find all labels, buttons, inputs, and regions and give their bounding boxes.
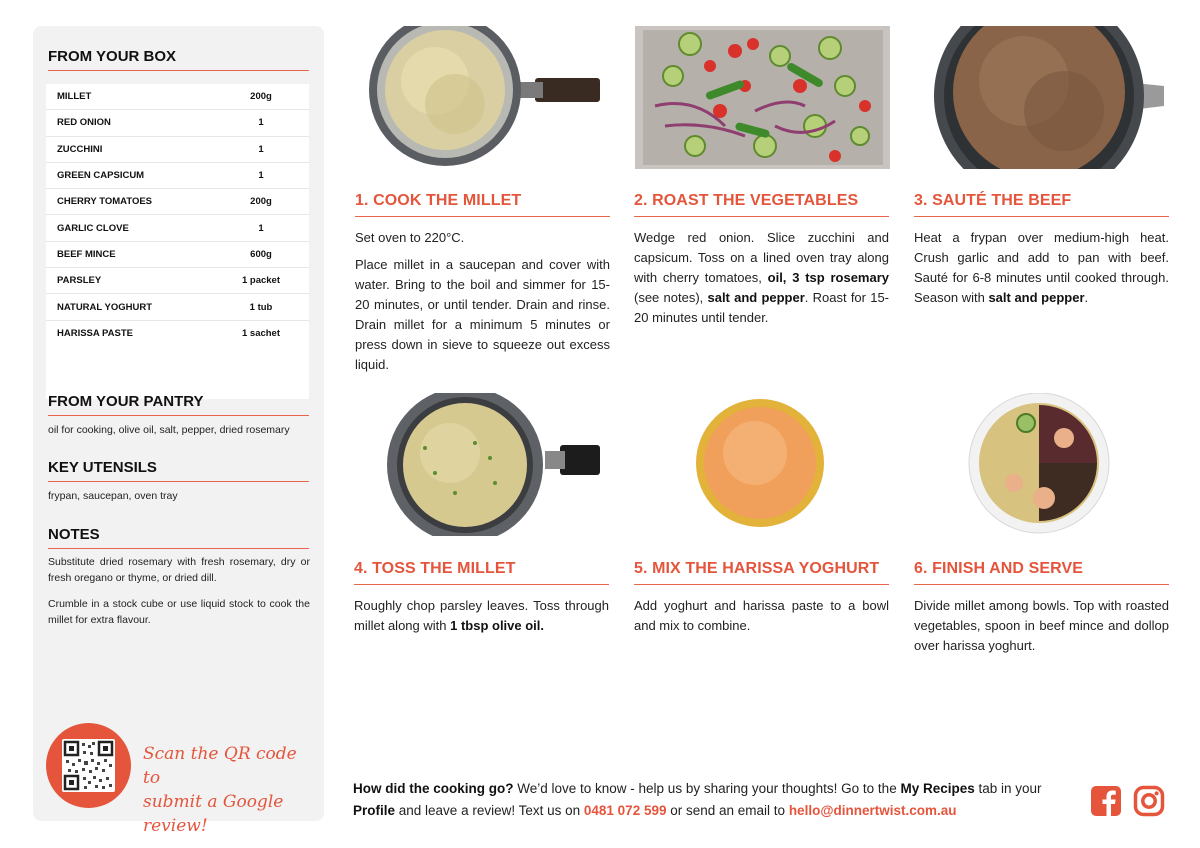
- step-paragraph: [634, 596, 889, 636]
- ingredient-name: CHERRY TOMATOES: [57, 196, 153, 208]
- note-1: Substitute dried rosemary with fresh rosemary, dry or fresh oregano or thyme, or dried dill.: [48, 556, 310, 584]
- bold-text: My Recipes: [900, 781, 975, 796]
- review-footer-text: [353, 778, 1073, 821]
- step-5-title: 5. MIX THE HARISSA YOGHURT: [634, 560, 889, 585]
- bold-text: salt and pepper: [707, 290, 805, 305]
- step-1-body: [355, 228, 610, 382]
- bold-text: oil, 3 tsp rosemary: [767, 270, 889, 285]
- text-run: We’d love to know - help us by sharing your thoughts! Go to the: [513, 781, 901, 796]
- text-run: Add yoghurt and harissa paste to a bowl and mix to combine.: [634, 598, 889, 633]
- text-run: Place millet in a saucepan and cover with water. Bring to the boil and simmer for 15-20 minutes, or until tender. Drain and rinse. Drain millet for a minimum 5 minutes or press down in sieve to squeeze out excess liquid.: [355, 257, 610, 372]
- step-1-title: 1. COOK THE MILLET: [355, 192, 610, 217]
- step-6-title: 6. FINISH AND SERVE: [914, 560, 1169, 585]
- ingredient-qty: 1 sachet: [241, 328, 281, 340]
- step-paragraph: [914, 228, 1169, 308]
- ingredient-name: MILLET: [57, 91, 92, 103]
- highlight-text: 0481 072 599: [583, 802, 667, 818]
- ingredient-qty: 200g: [250, 196, 272, 208]
- ingredient-name: GARLIC CLOVE: [57, 222, 129, 234]
- ingredient-qty: 200g: [250, 91, 272, 103]
- ingredient-name: HARISSA PASTE: [57, 328, 134, 340]
- millet-in-sieve-photo: [355, 26, 610, 169]
- step-paragraph: [634, 228, 889, 328]
- qr-code-badge[interactable]: [46, 723, 131, 808]
- step-3-title: 3. SAUTÉ THE BEEF: [914, 192, 1169, 217]
- step-2-body: [634, 228, 889, 335]
- step-6-body: [914, 596, 1169, 663]
- ingredient-row: [46, 189, 309, 215]
- text-run: .: [1084, 290, 1089, 305]
- text-run: . Roast for 15-20 minutes until tender.: [634, 290, 889, 325]
- ingredients-table: [46, 84, 309, 399]
- step-paragraph: [354, 596, 609, 636]
- harissa-yoghurt-bowl-photo: [635, 393, 890, 536]
- ingredient-name: ZUCCHINI: [57, 143, 103, 155]
- ingredient-row: [46, 321, 309, 347]
- step-4-title: 4. TOSS THE MILLET: [354, 560, 609, 585]
- text-run: Heat a frypan over medium-high heat. Crush garlic and add to pan with beef. Sauté for 6-8 minutes until cooked through. Season with: [914, 230, 1169, 305]
- note-2: Crumble in a stock cube or use liquid stock to cook the millet for extra flavour.: [48, 598, 310, 626]
- ingredient-name: NATURAL YOGHURT: [57, 301, 152, 313]
- finished-bowl-photo: [914, 393, 1169, 536]
- ingredient-name: BEEF MINCE: [57, 248, 116, 260]
- qr-caption-line-2: submit a Google review!: [143, 792, 284, 836]
- text-run: Roughly chop parsley leaves. Toss through millet along with: [354, 598, 609, 633]
- millet-in-pan-photo: [355, 393, 610, 536]
- ingredient-row: [46, 215, 309, 241]
- notes-heading: NOTES: [48, 526, 309, 549]
- highlight-text: hello@dinnertwist.com.au: [788, 802, 957, 818]
- qr-caption: [143, 742, 318, 838]
- text-run: Wedge red onion. Slice zucchini and capsicum. Toss on a lined oven tray along with cherry tomatoes,: [634, 230, 889, 285]
- text-run: or send an email to: [666, 802, 789, 818]
- step-paragraph: [355, 228, 610, 248]
- step-4-body: [354, 596, 609, 643]
- ingredient-name: RED ONION: [57, 117, 111, 129]
- ingredient-qty: 600g: [250, 248, 272, 260]
- utensils-text: frypan, saucepan, oven tray: [48, 490, 178, 502]
- step-3-body: [914, 228, 1169, 315]
- key-utensils-heading: KEY UTENSILS: [48, 459, 309, 482]
- bold-text: Profile: [353, 802, 396, 818]
- ingredient-row: [46, 294, 309, 320]
- facebook-icon[interactable]: [1090, 785, 1122, 817]
- text-run: tab in your: [974, 781, 1042, 796]
- ingredient-qty: 1 tub: [249, 301, 273, 313]
- qr-code-icon[interactable]: [62, 739, 115, 792]
- roasted-vegetables-tray-photo: [635, 26, 890, 169]
- bold-text: 1 tbsp olive oil.: [450, 618, 545, 633]
- text-run: Set oven to 220°C.: [355, 230, 465, 245]
- from-your-box-heading: FROM YOUR BOX: [48, 48, 309, 71]
- text-run: (see notes),: [634, 290, 708, 305]
- bold-text: salt and pepper: [988, 290, 1085, 305]
- qr-caption-line-1: Scan the QR code to: [143, 744, 297, 788]
- ingredient-name: PARSLEY: [57, 275, 102, 287]
- text-run: Divide millet among bowls. Top with roasted vegetables, spoon in beef mince and dollop over harissa yoghurt.: [914, 598, 1169, 653]
- text-run: and leave a review! Text us on: [395, 802, 584, 818]
- bold-text: How did the cooking go?: [353, 781, 514, 796]
- ingredient-qty: 1: [258, 170, 264, 182]
- step-5-body: [634, 596, 889, 643]
- pantry-text: oil for cooking, olive oil, salt, pepper, dried rosemary: [48, 424, 290, 436]
- ingredient-row: [46, 163, 309, 189]
- ingredient-row: [46, 110, 309, 136]
- ingredient-qty: 1: [258, 143, 264, 155]
- ingredient-qty: 1 packet: [241, 275, 281, 287]
- ingredient-row: [46, 268, 309, 294]
- ingredient-qty: 1: [258, 117, 264, 129]
- step-paragraph: [914, 596, 1169, 656]
- ingredient-name: GREEN CAPSICUM: [57, 170, 145, 182]
- from-your-pantry-heading: FROM YOUR PANTRY: [48, 393, 309, 416]
- ingredient-row: [46, 242, 309, 268]
- instagram-icon[interactable]: [1133, 785, 1165, 817]
- step-2-title: 2. ROAST THE VEGETABLES: [634, 192, 889, 217]
- ingredient-row: [46, 84, 309, 110]
- step-paragraph: [355, 255, 610, 375]
- ingredient-row: [46, 137, 309, 163]
- ingredient-qty: 1: [258, 222, 264, 234]
- beef-mince-frypan-photo: [914, 26, 1169, 169]
- sidebar: [33, 26, 324, 836]
